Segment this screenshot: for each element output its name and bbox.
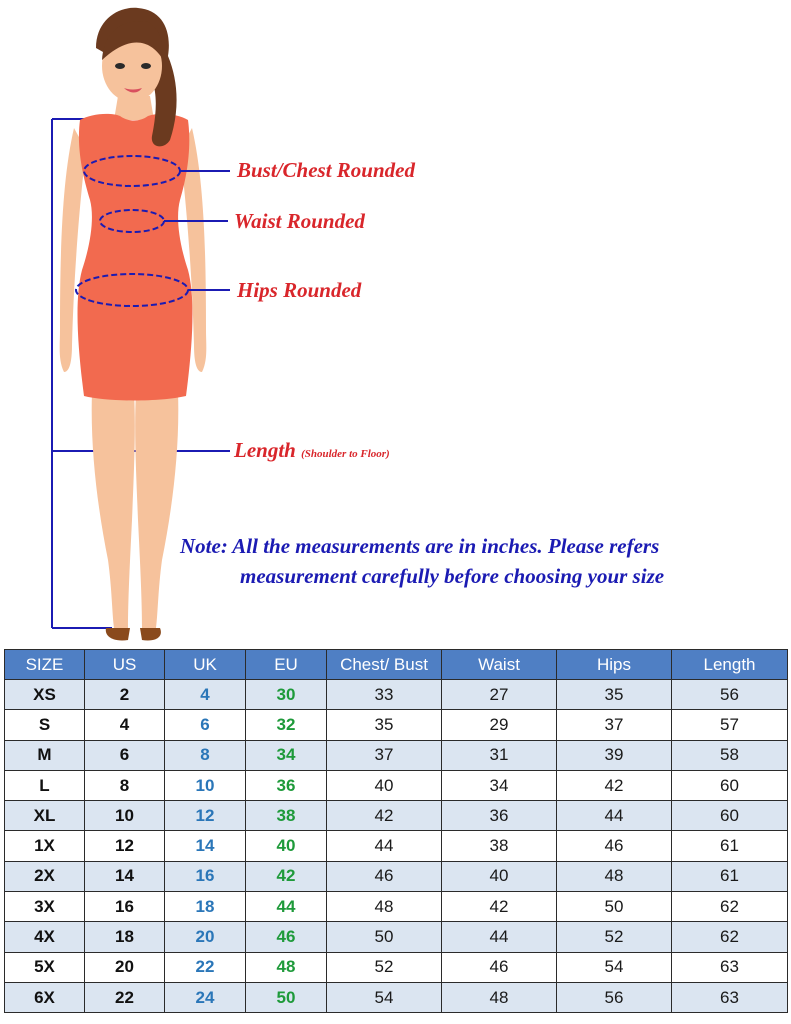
cell-uk: 14 bbox=[165, 831, 246, 861]
cell-size: 6X bbox=[5, 982, 85, 1012]
legs bbox=[92, 392, 179, 628]
cell-eu: 44 bbox=[246, 892, 327, 922]
cell-hips: 44 bbox=[557, 801, 672, 831]
cell-chest: 40 bbox=[327, 770, 442, 800]
cell-hips: 42 bbox=[557, 770, 672, 800]
cell-length: 60 bbox=[672, 801, 788, 831]
cell-eu: 38 bbox=[246, 801, 327, 831]
cell-hips: 56 bbox=[557, 982, 672, 1012]
cell-waist: 46 bbox=[442, 952, 557, 982]
cell-hips: 50 bbox=[557, 892, 672, 922]
cell-size: 1X bbox=[5, 831, 85, 861]
cell-us: 18 bbox=[85, 922, 165, 952]
cell-chest: 37 bbox=[327, 740, 442, 770]
cell-size: XS bbox=[5, 680, 85, 710]
cell-uk: 6 bbox=[165, 710, 246, 740]
cell-chest: 54 bbox=[327, 982, 442, 1012]
cell-uk: 8 bbox=[165, 740, 246, 770]
column-header-eu: EU bbox=[246, 650, 327, 680]
cell-us: 2 bbox=[85, 680, 165, 710]
note-line-2: measurement carefully before choosing your size bbox=[240, 564, 665, 588]
cell-length: 60 bbox=[672, 770, 788, 800]
table-row bbox=[5, 982, 788, 1012]
cell-waist: 27 bbox=[442, 680, 557, 710]
cell-us: 22 bbox=[85, 982, 165, 1012]
cell-chest: 35 bbox=[327, 710, 442, 740]
cell-length: 57 bbox=[672, 710, 788, 740]
length-label: Length (Shoulder to Floor) bbox=[234, 438, 390, 462]
cell-length: 63 bbox=[672, 952, 788, 982]
column-header-uk: UK bbox=[165, 650, 246, 680]
bust-chest-label: Bust/Chest Rounded bbox=[237, 158, 415, 182]
cell-eu: 50 bbox=[246, 982, 327, 1012]
cell-uk: 20 bbox=[165, 922, 246, 952]
cell-uk: 16 bbox=[165, 861, 246, 891]
note-line-1: Note: All the measurements are in inches. Please refers bbox=[180, 534, 660, 558]
cell-us: 10 bbox=[85, 801, 165, 831]
cell-uk: 24 bbox=[165, 982, 246, 1012]
cell-hips: 54 bbox=[557, 952, 672, 982]
cell-chest: 48 bbox=[327, 892, 442, 922]
hips-label: Hips Rounded bbox=[237, 278, 362, 302]
cell-waist: 44 bbox=[442, 922, 557, 952]
cell-chest: 44 bbox=[327, 831, 442, 861]
table-row bbox=[5, 801, 788, 831]
cell-length: 56 bbox=[672, 680, 788, 710]
cell-us: 12 bbox=[85, 831, 165, 861]
cell-us: 4 bbox=[85, 710, 165, 740]
cell-eu: 30 bbox=[246, 680, 327, 710]
cell-eu: 36 bbox=[246, 770, 327, 800]
cell-waist: 34 bbox=[442, 770, 557, 800]
table-row bbox=[5, 861, 788, 891]
cell-size: 2X bbox=[5, 861, 85, 891]
cell-size: XL bbox=[5, 801, 85, 831]
table-row bbox=[5, 922, 788, 952]
cell-eu: 42 bbox=[246, 861, 327, 891]
cell-waist: 29 bbox=[442, 710, 557, 740]
shoes bbox=[106, 628, 161, 641]
table-row bbox=[5, 680, 788, 710]
cell-length: 63 bbox=[672, 982, 788, 1012]
cell-length: 62 bbox=[672, 922, 788, 952]
cell-size: 5X bbox=[5, 952, 85, 982]
cell-size: M bbox=[5, 740, 85, 770]
table-row bbox=[5, 892, 788, 922]
column-header-hips: Hips bbox=[557, 650, 672, 680]
cell-size: 3X bbox=[5, 892, 85, 922]
cell-hips: 48 bbox=[557, 861, 672, 891]
cell-uk: 22 bbox=[165, 952, 246, 982]
cell-hips: 39 bbox=[557, 740, 672, 770]
length-note: (Shoulder to Floor) bbox=[301, 448, 390, 460]
cell-length: 62 bbox=[672, 892, 788, 922]
cell-waist: 31 bbox=[442, 740, 557, 770]
table-header-row bbox=[5, 650, 788, 680]
cell-us: 16 bbox=[85, 892, 165, 922]
column-header-size: SIZE bbox=[5, 650, 85, 680]
cell-chest: 33 bbox=[327, 680, 442, 710]
cell-uk: 18 bbox=[165, 892, 246, 922]
table-row bbox=[5, 740, 788, 770]
column-header-us: US bbox=[85, 650, 165, 680]
table-row bbox=[5, 831, 788, 861]
cell-length: 61 bbox=[672, 861, 788, 891]
column-header-length: Length bbox=[672, 650, 788, 680]
cell-eu: 34 bbox=[246, 740, 327, 770]
cell-size: L bbox=[5, 770, 85, 800]
cell-eu: 46 bbox=[246, 922, 327, 952]
waist-label: Waist Rounded bbox=[234, 209, 365, 233]
cell-hips: 35 bbox=[557, 680, 672, 710]
cell-size: 4X bbox=[5, 922, 85, 952]
cell-hips: 37 bbox=[557, 710, 672, 740]
cell-length: 58 bbox=[672, 740, 788, 770]
cell-chest: 46 bbox=[327, 861, 442, 891]
cell-length: 61 bbox=[672, 831, 788, 861]
cell-us: 20 bbox=[85, 952, 165, 982]
cell-waist: 38 bbox=[442, 831, 557, 861]
cell-chest: 42 bbox=[327, 801, 442, 831]
cell-uk: 4 bbox=[165, 680, 246, 710]
size-chart-table bbox=[4, 649, 788, 1013]
table-body bbox=[5, 680, 788, 1013]
cell-waist: 36 bbox=[442, 801, 557, 831]
cell-uk: 12 bbox=[165, 801, 246, 831]
cell-eu: 32 bbox=[246, 710, 327, 740]
cell-hips: 52 bbox=[557, 922, 672, 952]
cell-chest: 50 bbox=[327, 922, 442, 952]
cell-hips: 46 bbox=[557, 831, 672, 861]
table-row bbox=[5, 770, 788, 800]
dress bbox=[78, 114, 193, 401]
cell-eu: 48 bbox=[246, 952, 327, 982]
table-row bbox=[5, 710, 788, 740]
column-header-chest: Chest/ Bust bbox=[327, 650, 442, 680]
cell-us: 14 bbox=[85, 861, 165, 891]
cell-waist: 48 bbox=[442, 982, 557, 1012]
cell-size: S bbox=[5, 710, 85, 740]
cell-us: 6 bbox=[85, 740, 165, 770]
table-row bbox=[5, 952, 788, 982]
cell-eu: 40 bbox=[246, 831, 327, 861]
cell-waist: 42 bbox=[442, 892, 557, 922]
cell-chest: 52 bbox=[327, 952, 442, 982]
cell-us: 8 bbox=[85, 770, 165, 800]
cell-waist: 40 bbox=[442, 861, 557, 891]
column-header-waist: Waist bbox=[442, 650, 557, 680]
cell-uk: 10 bbox=[165, 770, 246, 800]
